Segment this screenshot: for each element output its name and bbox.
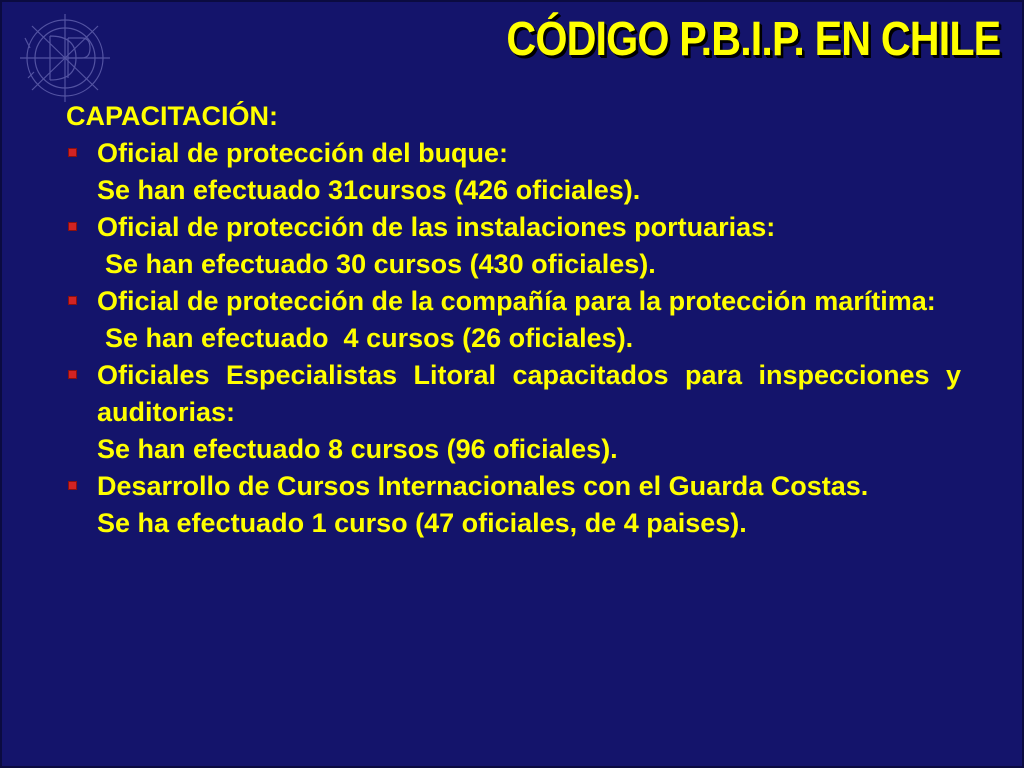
item-title: Oficial de protección de las instalaciones portuarias: — [97, 212, 776, 242]
red-square-bullet-icon — [68, 481, 77, 490]
red-square-bullet-icon — [68, 148, 77, 157]
list-item — [66, 357, 961, 468]
item-detail: Se han efectuado 8 cursos (96 oficiales). — [97, 434, 618, 464]
list-item — [66, 468, 961, 542]
training-list — [66, 135, 961, 542]
item-detail: Se han efectuado 31cursos (426 oficiales). — [97, 175, 641, 205]
slide-body — [66, 98, 961, 542]
list-item — [66, 283, 961, 357]
red-square-bullet-icon — [68, 296, 77, 305]
item-title: Oficial de protección del buque: — [97, 138, 509, 168]
list-item — [66, 209, 961, 283]
item-detail: Se han efectuado 4 cursos (26 oficiales). — [105, 323, 634, 353]
item-detail: Se han efectuado 30 cursos (430 oficiales). — [105, 249, 656, 279]
compass-rose-logo-icon — [10, 8, 120, 108]
item-title: Oficiales Especialistas Litoral capacitados para inspecciones y auditorias: — [97, 360, 961, 427]
red-square-bullet-icon — [68, 370, 77, 379]
section-heading: CAPACITACIÓN: — [66, 101, 278, 131]
item-title: Oficial de protección de la compañía para la protección marítima: — [97, 286, 936, 316]
item-detail: Se ha efectuado 1 curso (47 oficiales, de 4 paises). — [97, 508, 747, 538]
slide-title: CÓDIGO P.B.I.P. EN CHILE — [506, 13, 1000, 66]
list-item — [66, 135, 961, 209]
item-title: Desarrollo de Cursos Internacionales con el Guarda Costas. — [97, 471, 869, 501]
red-square-bullet-icon — [68, 222, 77, 231]
